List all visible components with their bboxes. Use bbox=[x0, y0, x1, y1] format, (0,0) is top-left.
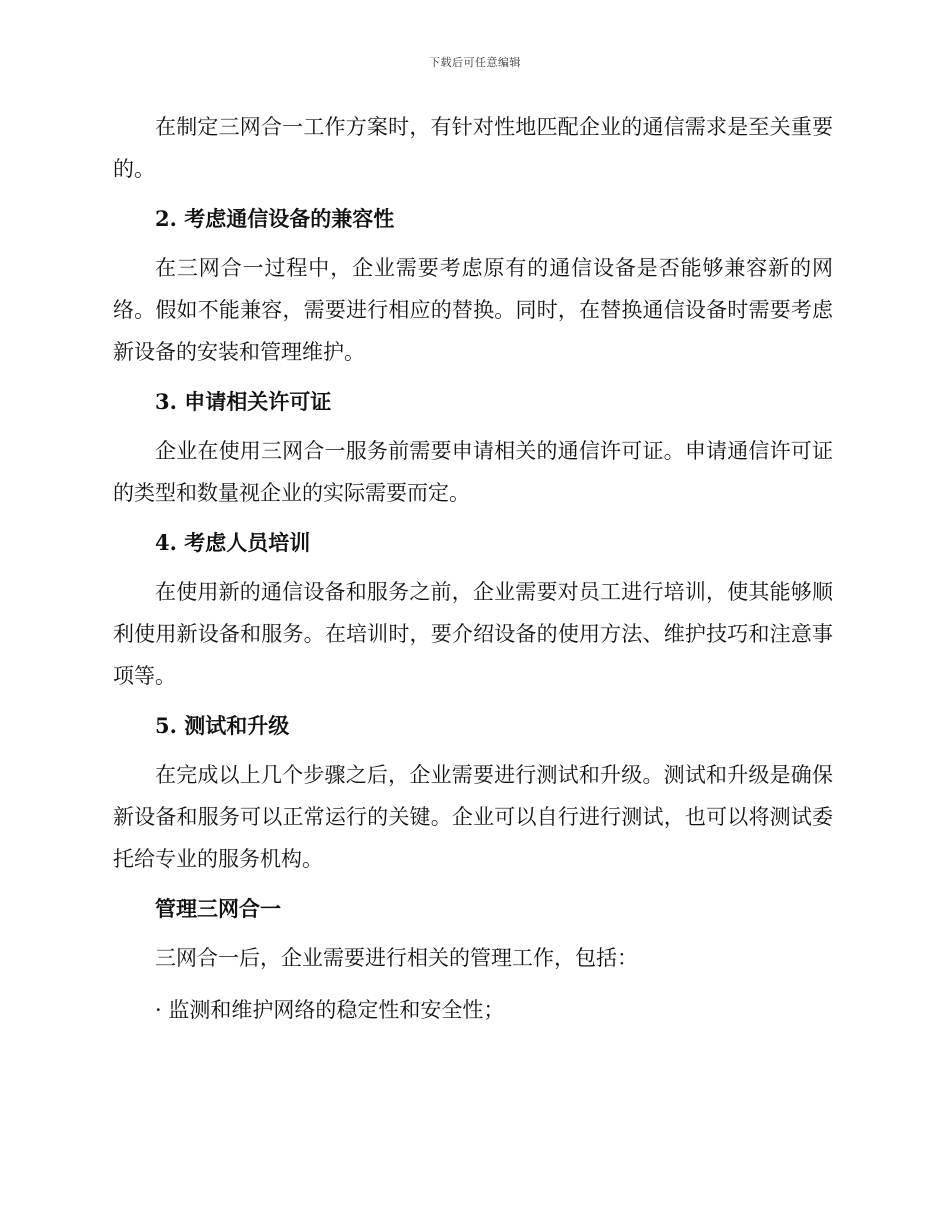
page-header: 下载后可任意编辑 bbox=[429, 56, 521, 69]
section-body-training: 在使用新的通信设备和服务之前，企业需要对员工进行培训，使其能够顺利使用新设备和服务。在培训时，要介绍设备的使用方法、维护技巧和注意事项等。 bbox=[113, 580, 833, 688]
section-heading-testing: 5. 测试和升级 bbox=[155, 713, 290, 738]
section-body-compatibility: 在三网合一过程中，企业需要考虑原有的通信设备是否能够兼容新的网络。假如不能兼容，需要进行相应的替换。同时，在替换通信设备时需要考虑新设备的安装和管理维护。 bbox=[113, 256, 833, 364]
spacer bbox=[113, 979, 833, 989]
section-heading-license: 3. 申请相关许可证 bbox=[155, 389, 332, 414]
section-heading-training: 4. 考虑人员培训 bbox=[155, 530, 311, 555]
document-body bbox=[113, 106, 833, 1031]
section-body-management: 三网合一后，企业需要进行相关的管理工作，包括： bbox=[155, 946, 638, 970]
section-body-testing: 在完成以上几个步骤之后，企业需要进行测试和升级。测试和升级是确保新设备和服务可以正常运行的关键。企业可以自行进行测试，也可以将测试委托给专业的服务机构。 bbox=[113, 763, 833, 871]
intro-paragraph: 在制定三网合一工作方案时，有针对性地匹配企业的通信需求是至关重要的。 bbox=[113, 115, 833, 181]
section-heading-compatibility: 2. 考虑通信设备的兼容性 bbox=[155, 206, 395, 231]
section-body-license: 企业在使用三网合一服务前需要申请相关的通信许可证。申请通信许可证的类型和数量视企业的实际需要而定。 bbox=[113, 439, 833, 505]
list-item: · 监测和维护网络的稳定性和安全性； bbox=[155, 998, 505, 1022]
section-heading-management: 管理三网合一 bbox=[155, 896, 281, 921]
